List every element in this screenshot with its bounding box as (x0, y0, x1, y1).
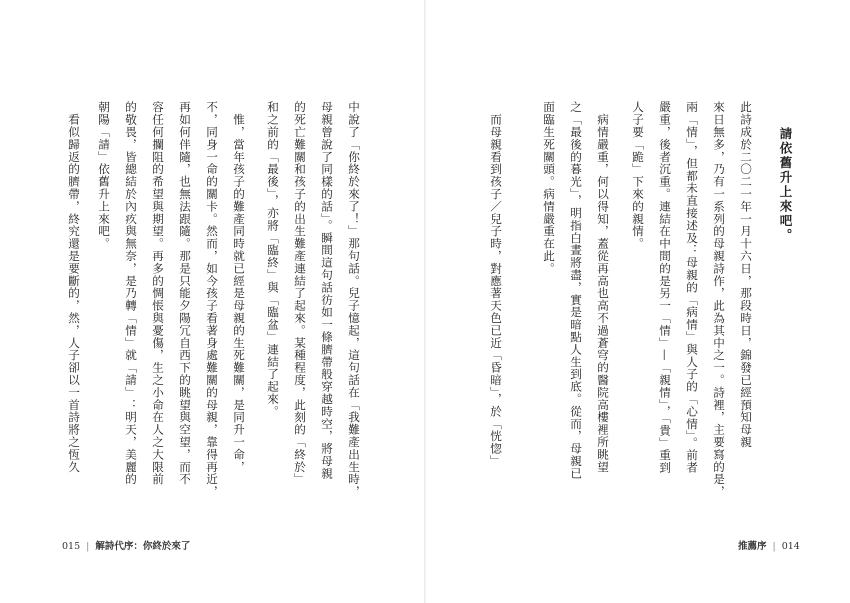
right-text-line: 兩「情」，但都未直接述及：母親的「病情」與人子的「心情」。前者 (685, 101, 699, 474)
right-text-line: 面臨生死關頭。病情嚴重在此。 (542, 101, 556, 275)
left-footer (62, 538, 190, 552)
left-text-line: 朝陽「請」依舊升上來吧。 (97, 101, 111, 250)
left-text-line: 惟，當年孩子的難產同時就已經是母親的生死難關，是同升一命， (232, 101, 246, 473)
left-footer-title: 解詩代序：你終於來了 (95, 541, 191, 552)
left-text-line: 看似歸返的臍帶，終究還是要斷的，然，人子卻以一首詩將之恆久 (67, 101, 81, 473)
page-gutter (424, 0, 426, 603)
left-text-line: 母親曾說了同樣的話」。瞬間這句話彷如一條臍帶般穿越時空，將母親 (320, 101, 334, 480)
footer-divider: | (772, 541, 776, 552)
left-text-line: 不，同身一命的關卡。然而，如今孩子看著身處難關的母親，靠得再近， (205, 101, 219, 498)
right-text-line: 此詩成於二〇二一年一月十六日，那段時日，錦發已經預知母親 (739, 101, 753, 449)
left-text-line: 中說了「你終於來了！」那句話。兒子憶起，這句話在「我難產出生時， (347, 101, 361, 498)
left-text-line: 的死亡難關和孩子的出生難產連結了起來。某種程度，此刻的「終於」 (293, 101, 307, 486)
right-text-line: 嚴重，後者沉重。連結在中間的是另一「情」—「親情」，「貴」重到 (658, 101, 672, 474)
right-text-line: 人子要「跪」下來的親情。 (631, 101, 645, 250)
right-text-line: 而母親看到孩子／兒子時，對應著天色已近「昏暗」，於「恍惚」 (489, 101, 503, 468)
footer-divider: | (86, 541, 90, 552)
right-text-line: 病情嚴重，何以得知，蓋從再高也高不過蒼穹的醫院高樓裡所眺望 (596, 101, 610, 473)
left-text-line: 再如何伴隨，也無法跟隨。那是只能夕陽冗自西下的眺望與空望，而不 (178, 101, 192, 486)
right-page-number: 014 (781, 541, 800, 552)
right-text-line: 之「最後的暮光」，明指白晝將盡，實是暗點人生到底。從而，母親已 (569, 101, 583, 480)
left-text-line: 容任何攔阻的希望與期望。再多的惆悵與憂傷，生之小命在人之大限前 (151, 101, 165, 486)
left-page-number: 015 (62, 541, 81, 552)
right-footer (738, 538, 800, 552)
right-text-line: 來日無多，乃有一系列的母親詩作，此為其中之一。詩裡，主要寫的是， (712, 101, 726, 498)
poem-title: 請依舊升上來吧。 (778, 127, 793, 243)
right-footer-title: 推薦序 (738, 541, 767, 552)
left-text-line: 的敬畏，皆總結於內疚與無奈，是乃轉「情」就「請」：明天，美麗的 (124, 101, 138, 486)
left-text-line: 和之前的「最後」，亦將「臨終」與「臨盆」連結了起來。 (266, 101, 280, 418)
